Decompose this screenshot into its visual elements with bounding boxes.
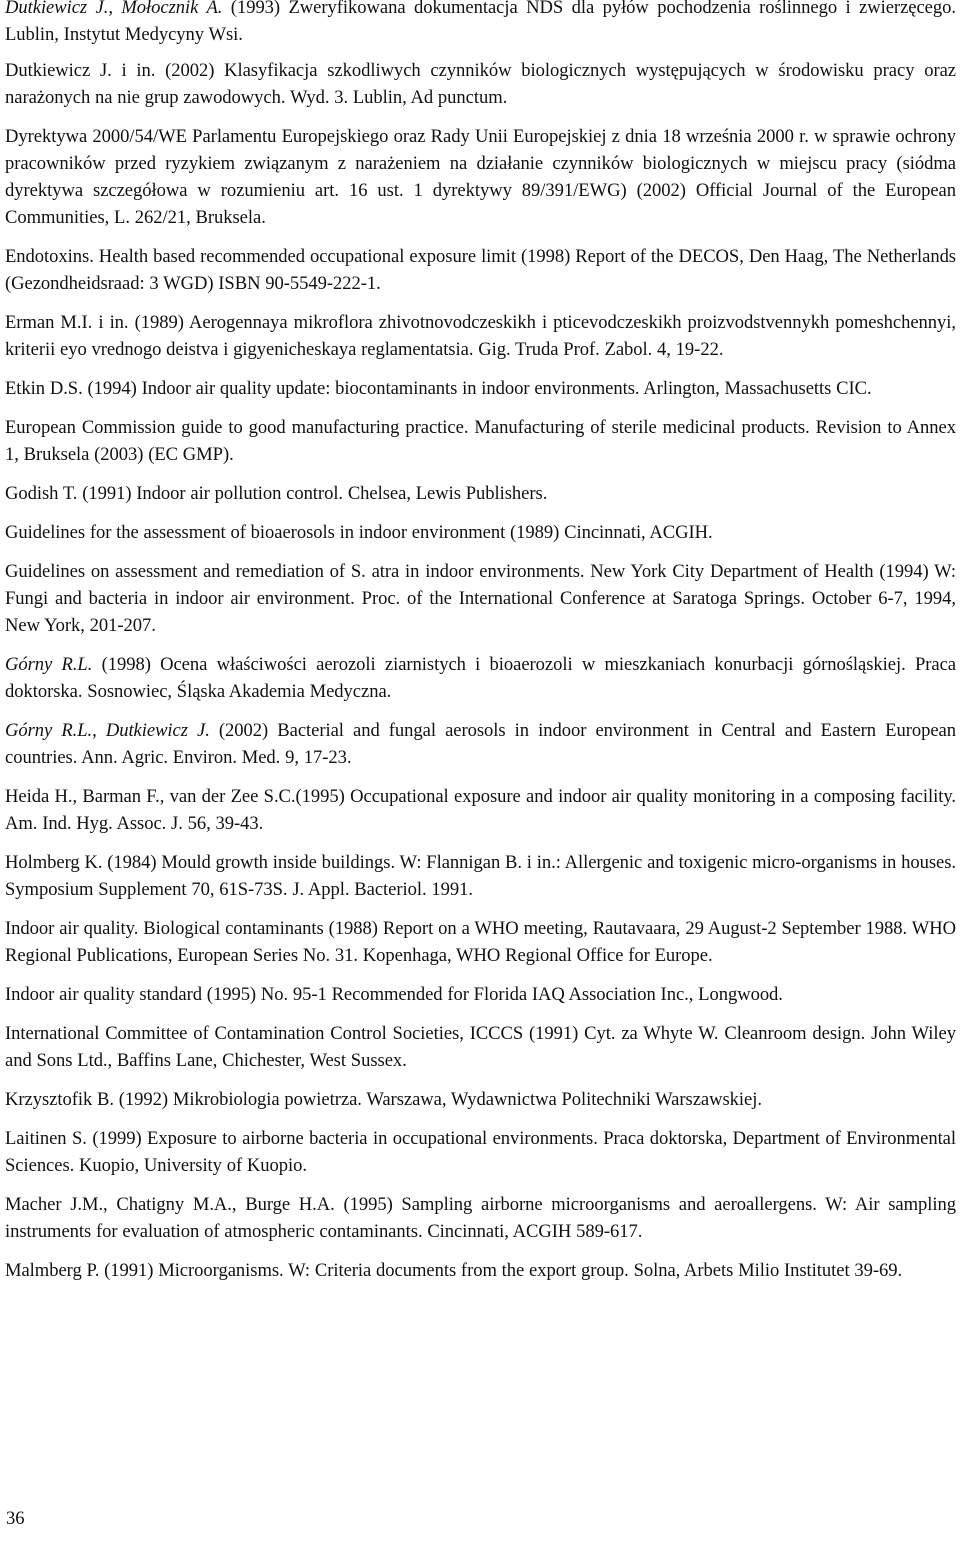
reference-text: (1998) Ocena właściwości aerozoli ziarnistych i bioaerozoli w mieszkaniach konurbacji górnośląskiej. Praca doktorska. Sosnowiec, Śląska Akademia Medyczna. bbox=[5, 654, 956, 702]
reference-entry bbox=[5, 1257, 956, 1284]
reference-list bbox=[5, 0, 956, 1296]
reference-text: (1994) Indoor air quality update: biocontaminants in indoor environments. Arlington, Massachusetts CIC. bbox=[82, 378, 872, 399]
reference-author: Heida H., Barman F., van der Zee S.C. bbox=[5, 786, 296, 807]
reference-entry bbox=[5, 1191, 956, 1245]
reference-text: (1992) Mikrobiologia powietrza. Warszawa, Wydawnictwa Politechniki Warszawskiej. bbox=[113, 1089, 762, 1110]
reference-entry bbox=[5, 1020, 956, 1074]
reference-entry bbox=[5, 981, 956, 1008]
reference-author: Malmberg P. bbox=[5, 1260, 100, 1281]
reference-author: Dutkiewicz J., Mołocznik A. bbox=[5, 0, 223, 18]
reference-entry bbox=[5, 558, 956, 639]
reference-entry bbox=[5, 243, 956, 297]
reference-author: Holmberg K. bbox=[5, 852, 103, 873]
reference-author: Macher J.M., Chatigny M.A., Burge H.A. bbox=[5, 1194, 335, 1215]
reference-text: (1991) Indoor air pollution control. Chelsea, Lewis Publishers. bbox=[77, 483, 548, 504]
reference-entry bbox=[5, 0, 956, 48]
reference-text: Guidelines on assessment and remediation of S. atra in indoor environments. New York City Department of Health (1994) W: Fungi and bacteria in indoor air environment. Proc. of the International Conference at Saratoga Springs. October 6-7, 1994, New York, 201-207. bbox=[5, 561, 956, 636]
reference-entry bbox=[5, 783, 956, 837]
reference-text: (1999) Exposure to airborne bacteria in occupational environments. Praca doktorska, Department of Environmental Sciences. Kuopio, University of Kuopio. bbox=[5, 1128, 957, 1176]
reference-author: Laitinen S. bbox=[5, 1128, 87, 1149]
reference-author: Erman M.I. i in. bbox=[5, 312, 129, 333]
reference-text: (2002) Klasyfikacja szkodliwych czynników biologicznych występujących w środowisku pracy oraz narażonych na nie grup zawodowych. Wyd. 3. Lublin, Ad punctum. bbox=[5, 60, 957, 108]
reference-text: International Committee of Contamination Control Societies, ICCCS (1991) Cyt. za Whyte W. Cleanroom design. John Wiley and Sons Ltd., Baffins Lane, Chichester, West Sussex. bbox=[5, 1023, 956, 1071]
reference-entry bbox=[5, 1125, 956, 1179]
reference-text: (2002) Bacterial and fungal aerosols in indoor environment in Central and Eastern European countries. Ann. Agric. Environ. Med. 9, 17-23. bbox=[5, 720, 956, 768]
reference-text: Guidelines for the assessment of bioaerosols in indoor environment (1989) Cincinnati, ACGIH. bbox=[5, 522, 713, 543]
reference-entry bbox=[5, 375, 956, 402]
reference-entry bbox=[5, 480, 956, 507]
reference-text: Endotoxins. Health based recommended occupational exposure limit (1998) Report of the DECOS, Den Haag, The Netherlands (Gezondheidsraad: 3 WGD) ISBN 90-5549-222-1. bbox=[5, 246, 956, 294]
reference-author: Górny R.L., Dutkiewicz J. bbox=[5, 720, 210, 741]
reference-author: Dutkiewicz J. i in. bbox=[5, 60, 156, 81]
reference-author: Etkin D.S. bbox=[5, 378, 83, 399]
reference-entry bbox=[5, 309, 956, 363]
reference-entry bbox=[5, 651, 956, 705]
reference-text: (1991) Microorganisms. W: Criteria documents from the export group. Solna, Arbets Milio Institutet 39-69. bbox=[99, 1260, 903, 1281]
page-number: 36 bbox=[6, 1508, 25, 1529]
reference-text: (1989) Aerogennaya mikroflora zhivotnovodczeskikh i pticevodczeskikh proizvodstvennykh pomeshchennyi, kriterii eyo vrednogo deistva i gigyenicheskaya reglamentatsia. Gig. Truda Prof. Zabol. 4, 19-22. bbox=[5, 312, 956, 360]
reference-text: (1993) Zweryfikowana dokumentacja NDS dla pyłów pochodzenia roślinnego i zwierzęcego. Lublin, Instytut Medycyny Wsi. bbox=[5, 0, 956, 45]
reference-entry bbox=[5, 1086, 956, 1113]
reference-author: Godish T. bbox=[5, 483, 78, 504]
reference-entry bbox=[5, 414, 956, 468]
reference-text: (1995) Occupational exposure and indoor air quality monitoring in a composing facility. Am. Ind. Hyg. Assoc. J. 56, 39-43. bbox=[5, 786, 956, 834]
reference-entry bbox=[5, 519, 956, 546]
reference-text: (1995) Sampling airborne microorganisms and aeroallergens. W: Air sampling instruments for evaluation of atmospheric contaminants. Cincinnati, ACGIH 589-617. bbox=[5, 1194, 956, 1242]
reference-entry bbox=[5, 57, 956, 111]
reference-entry bbox=[5, 915, 956, 969]
reference-text: Dyrektywa 2000/54/WE Parlamentu Europejskiego oraz Rady Unii Europejskiej z dnia 18 września 2000 r. w sprawie ochrony pracowników przed ryzykiem związanym z narażeniem na działanie czynników biologicznych w miejscu pracy (siódma dyrektywa szczegółowa w rozumieniu art. 16 ust. 1 dyrektywy 89/391/EWG) (2002) Official Journal of the European Communities, L. 262/21, Bruksela. bbox=[5, 126, 956, 228]
reference-text: Indoor air quality standard (1995) No. 95-1 Recommended for Florida IAQ Association Inc., Longwood. bbox=[5, 984, 783, 1005]
reference-author: Górny R.L. bbox=[5, 654, 93, 675]
reference-entry bbox=[5, 717, 956, 771]
reference-text: (1984) Mould growth inside buildings. W: Flannigan B. i in.: Allergenic and toxigenic micro-organisms in houses. Symposium Supplement 70, 61S-73S. J. Appl. Bacteriol. 1991. bbox=[5, 852, 956, 900]
reference-text: Indoor air quality. Biological contaminants (1988) Report on a WHO meeting, Rautavaara, 29 August-2 September 1988. WHO Regional Publications, European Series No. 31. Kopenhaga, WHO Regional Office for Europe. bbox=[5, 918, 956, 966]
reference-entry bbox=[5, 123, 956, 231]
reference-author: Krzysztofik B. bbox=[5, 1089, 114, 1110]
reference-text: European Commission guide to good manufacturing practice. Manufacturing of sterile medicinal products. Revision to Annex 1, Bruksela (2003) (EC GMP). bbox=[5, 417, 956, 465]
reference-entry bbox=[5, 849, 956, 903]
